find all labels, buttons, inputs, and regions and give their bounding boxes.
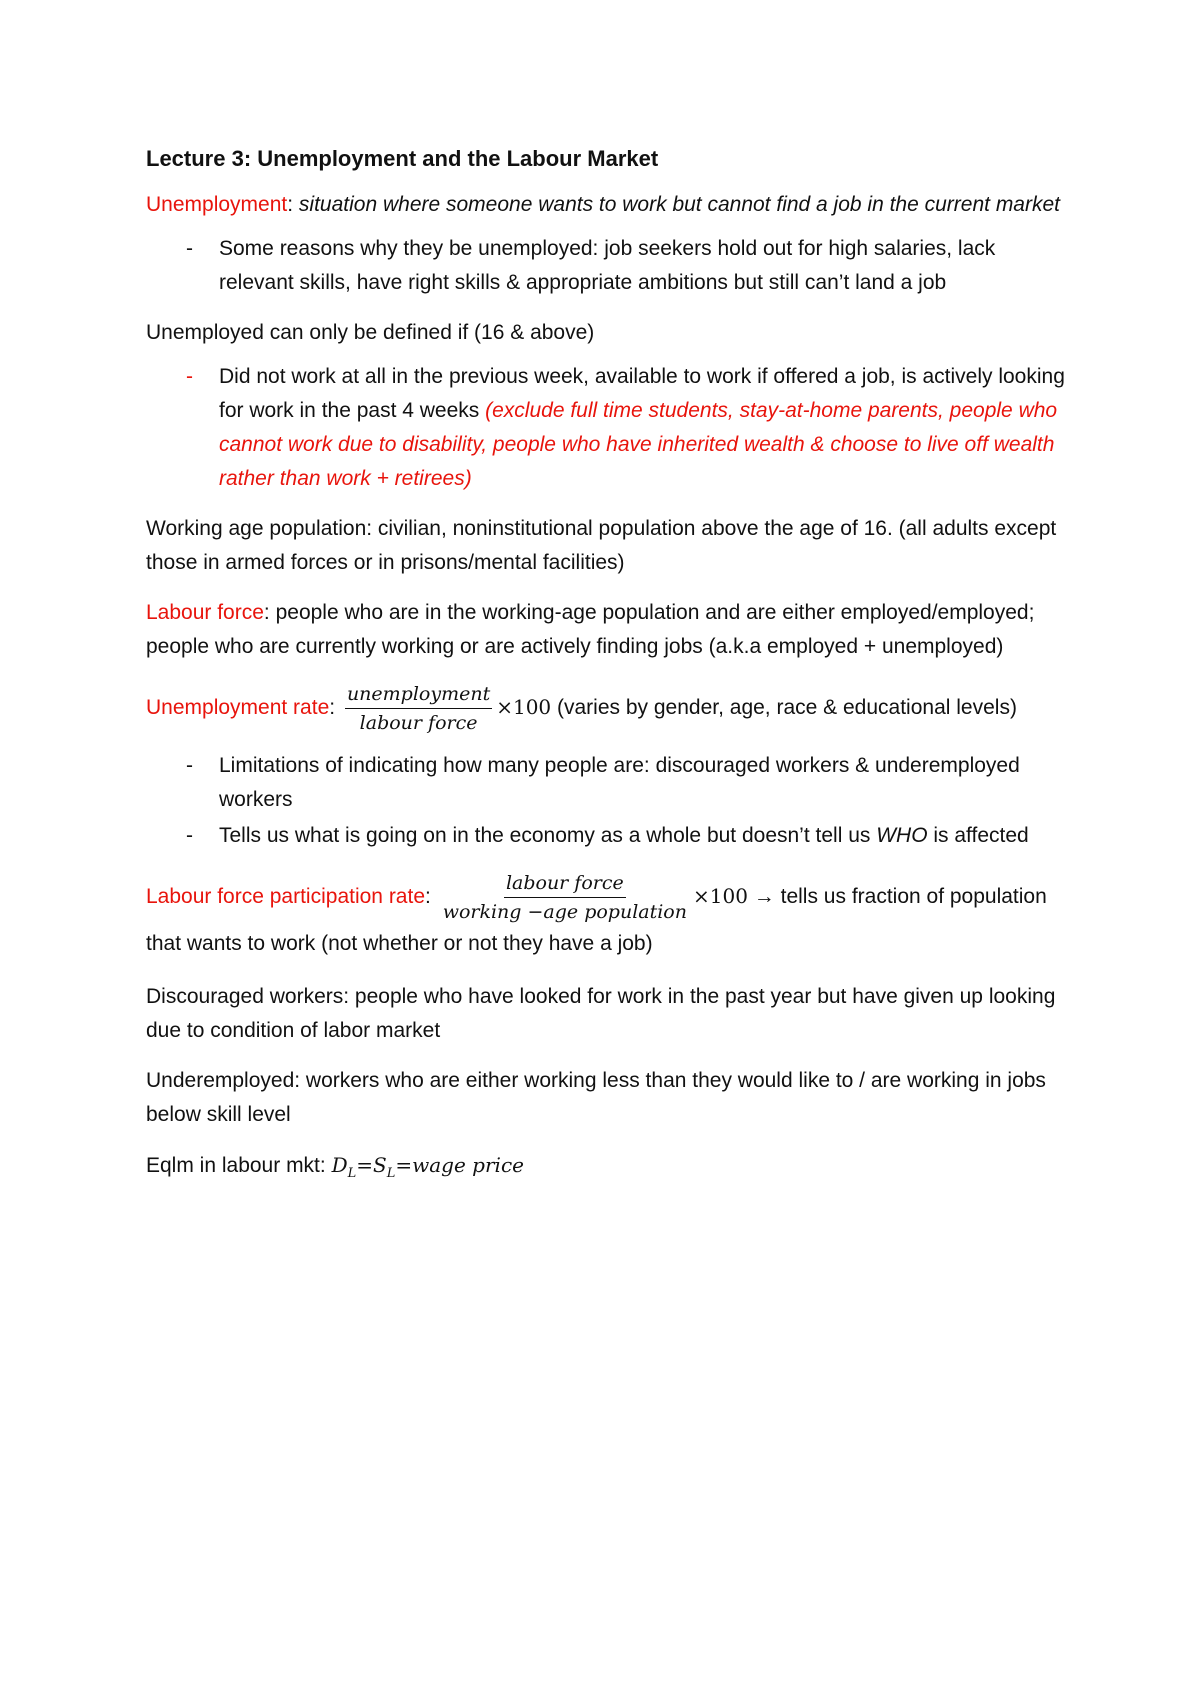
- times-symbol: ×: [496, 695, 513, 720]
- arrow-icon: →: [753, 885, 775, 909]
- equals-sign: =: [356, 1153, 374, 1177]
- unemployment-rate-fraction: [345, 680, 492, 737]
- list-item: [146, 819, 1066, 853]
- page-title: Lecture 3: Unemployment and the Labour Market: [146, 146, 659, 171]
- participation-rate-colon: :: [425, 885, 431, 909]
- exclusion-note: (exclude full time students, stay-at-home parents, people who cannot work due to disability, people who have inherited wealth & choose to live off wealth rather than work + retirees): [219, 399, 1058, 490]
- bullet-text: Limitations of indicating how many people are: discouraged workers & underemployed workers: [219, 754, 1020, 811]
- participation-rate-fraction: [441, 869, 689, 926]
- demand-subscript: L: [347, 1166, 357, 1181]
- unemployment-definition: [146, 188, 1066, 222]
- unemployment-definition-text: situation where someone wants to work but cannot find a job in the current market: [298, 193, 1060, 216]
- fraction-denominator: working −age population: [442, 901, 687, 923]
- demand-symbol: D: [331, 1153, 348, 1177]
- participation-rate-note: tells us fraction of population that wants to work (not whether or not they have a job): [146, 885, 1047, 955]
- underemployed-definition: Underemployed: workers who are either working less than they would like to / are working in jobs below skill level: [146, 1069, 1046, 1126]
- bullet-dash: -: [186, 365, 193, 388]
- bullet-dash: -: [186, 237, 193, 260]
- multiplier: 100: [709, 884, 748, 909]
- unemployment-colon: :: [287, 193, 294, 216]
- equilibrium-label: Eqlm in labour mkt:: [146, 1154, 332, 1177]
- bullet-text: Some reasons why they be unemployed: job seekers hold out for high salaries, lack relevant skills, have right skills & appropriate ambitions but still can’t land a job: [219, 237, 996, 294]
- bullet-dash: -: [186, 824, 193, 847]
- unemployment-rate-term: Unemployment rate: [146, 696, 330, 720]
- rate-bullet-list: [146, 749, 1066, 853]
- working-age-definition: Working age population: civilian, noninstitutional population above the age of 16. (all adults except those in armed forces or in prisons/mental facilities): [146, 517, 1057, 574]
- list-item: [146, 360, 1066, 496]
- unemployment-rate-line: [146, 680, 1066, 737]
- participation-rate-term: Labour force participation rate: [146, 885, 425, 909]
- list-item: [146, 232, 1066, 300]
- unemployment-bullet-list: [146, 232, 1066, 300]
- equilibrium-line: [146, 1148, 1066, 1191]
- bullet-text: Did not work at all in the previous week, available to work if offered a job, is actively looking for work in the past 4 weeks: [219, 365, 1065, 422]
- equals-sign: =: [395, 1153, 413, 1177]
- times-symbol: ×: [693, 884, 710, 909]
- bullet-text-block: [219, 819, 1066, 853]
- equilibrium-formula: [331, 1153, 524, 1181]
- wage-price: wage price: [412, 1153, 524, 1177]
- unemployment-rate-colon: :: [329, 696, 336, 720]
- emphasis-text: WHO: [876, 824, 928, 847]
- fraction-numerator: labour force: [504, 869, 626, 898]
- multiplier: 100: [512, 695, 552, 720]
- labour-force-definition: [146, 596, 1066, 664]
- supply-symbol: S: [373, 1153, 387, 1177]
- labour-force-term: Labour force: [146, 601, 264, 624]
- fraction-numerator: unemployment: [345, 680, 492, 709]
- supply-subscript: L: [386, 1166, 396, 1181]
- unemployed-defined-heading: Unemployed can only be defined if (16 & above): [146, 321, 595, 344]
- document-content: [146, 142, 1066, 1207]
- labour-force-text: : people who are in the working-age population and are either employed/employed; people who are currently working or are actively finding jobs (a.k.a employed + unemployed): [146, 601, 1035, 658]
- unemployment-term: Unemployment: [146, 193, 288, 216]
- unemployment-rate-note: (varies by gender, age, race & educational levels): [551, 696, 1017, 720]
- list-item: [146, 749, 1066, 817]
- defined-bullet-list: [146, 360, 1066, 496]
- bullet-dash: -: [186, 754, 193, 777]
- bullet-text: Tells us what is going on in the economy as a whole but doesn’t tell us: [219, 824, 877, 847]
- participation-rate-line: [146, 869, 1066, 962]
- bullet-text: is affected: [927, 824, 1029, 847]
- bullet-text-block: [219, 360, 1066, 496]
- fraction-denominator: labour force: [359, 712, 478, 734]
- discouraged-workers-definition: Discouraged workers: people who have looked for work in the past year but have given up looking due to condition of labor market: [146, 985, 1056, 1042]
